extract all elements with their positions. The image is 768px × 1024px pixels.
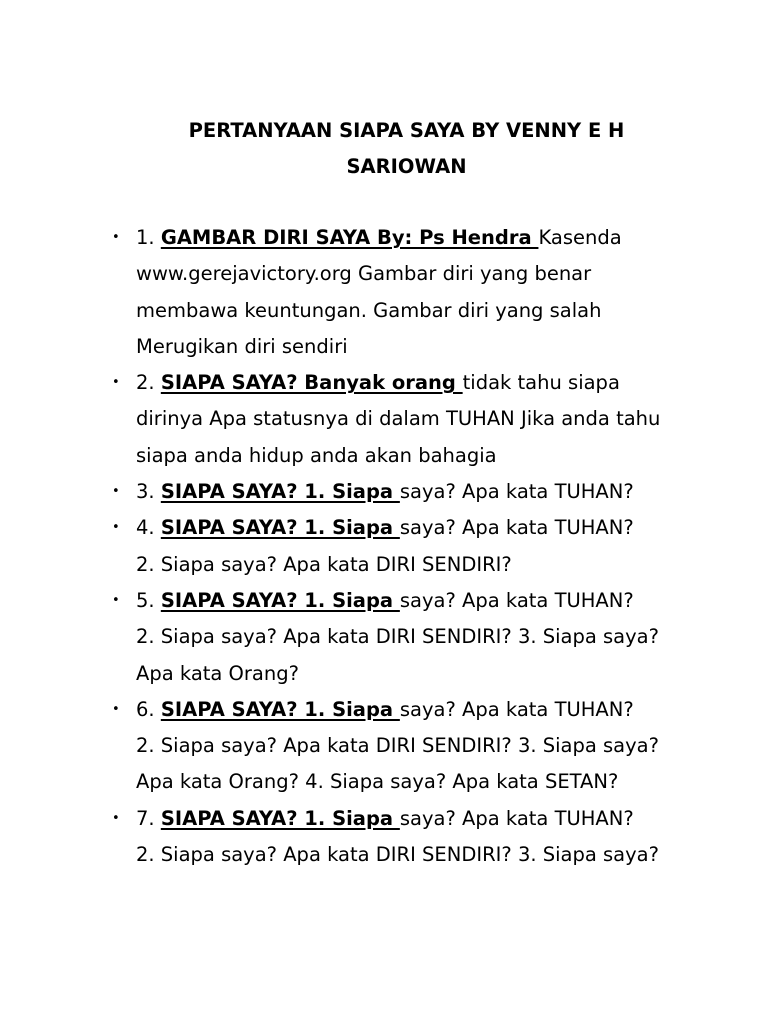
- item-emphasis: GAMBAR DIRI SAYA By: Ps Hendra: [160, 226, 539, 249]
- list-item-first-line: [136, 365, 696, 401]
- bullet-icon: •: [112, 810, 120, 826]
- bullet-icon: •: [112, 520, 120, 536]
- list-item: [0, 801, 696, 874]
- list-item-first-line: [136, 510, 696, 546]
- page-title-line-2: SARIOWAN: [346, 155, 467, 178]
- bullet-icon: •: [112, 375, 120, 391]
- item-number: 2.: [136, 371, 161, 395]
- list-item: [0, 583, 696, 692]
- item-number: 1.: [136, 226, 161, 249]
- bullet-icon: •: [112, 230, 120, 245]
- item-emphasis: SIAPA SAYA? 1. Siapa: [160, 806, 400, 830]
- list-item: [0, 510, 696, 583]
- list-item-line: dirinya Apa statusnya di dalam TUHAN Jika anda tahu: [136, 407, 661, 431]
- bullet-icon: •: [112, 592, 120, 608]
- item-number: 7.: [136, 806, 161, 830]
- item-text: saya? Apa kata TUHAN?: [399, 480, 634, 504]
- item-number: 5.: [136, 588, 161, 612]
- list-item-line: 2. Siapa saya? Apa kata DIRI SENDIRI?: [136, 552, 512, 576]
- list-item: [0, 220, 696, 365]
- list-item-line: www.gerejavictory.org Gambar diri yang benar: [136, 262, 592, 286]
- list-item-line: Apa kata Orang? 4. Siapa saya? Apa kata SETAN?: [136, 770, 619, 794]
- item-emphasis: SIAPA SAYA? Banyak orang: [160, 371, 463, 395]
- list-item-line: Apa kata Orang?: [136, 661, 299, 685]
- list-item-first-line: [136, 220, 696, 256]
- item-emphasis: SIAPA SAYA? 1. Siapa: [160, 516, 400, 540]
- item-text: saya? Apa kata TUHAN?: [399, 697, 634, 721]
- list-item-first-line: [136, 474, 696, 510]
- item-text: Kasenda: [538, 226, 622, 249]
- list-item: [0, 692, 696, 801]
- item-text: saya? Apa kata TUHAN?: [399, 588, 634, 612]
- list-item: [0, 474, 696, 510]
- list-item: [0, 365, 696, 474]
- list-item-first-line: [136, 801, 696, 837]
- list-item-line: 2. Siapa saya? Apa kata DIRI SENDIRI? 3. Siapa saya?: [136, 843, 659, 867]
- item-text: saya? Apa kata TUHAN?: [399, 516, 634, 540]
- item-number: 3.: [136, 480, 161, 504]
- list-item-line: 2. Siapa saya? Apa kata DIRI SENDIRI? 3. Siapa saya?: [136, 734, 659, 758]
- list-item-line: 2. Siapa saya? Apa kata DIRI SENDIRI? 3. Siapa saya?: [136, 625, 659, 649]
- item-number: 4.: [136, 516, 161, 540]
- bullet-icon: •: [112, 484, 120, 500]
- item-emphasis: SIAPA SAYA? 1. Siapa: [160, 697, 400, 721]
- item-text: saya? Apa kata TUHAN?: [399, 806, 634, 830]
- item-number: 6.: [136, 697, 161, 721]
- bullet-icon: •: [112, 701, 120, 717]
- page-title-line-1: PERTANYAAN SIAPA SAYA BY VENNY E H: [188, 119, 625, 142]
- item-emphasis: SIAPA SAYA? 1. Siapa: [160, 480, 400, 504]
- list-item-line: membawa keuntungan. Gambar diri yang salah: [136, 298, 602, 322]
- list-item-line: Merugikan diri sendiri: [136, 334, 348, 358]
- page-title: [150, 113, 663, 185]
- item-text: tidak tahu siapa: [462, 371, 620, 395]
- list-item-first-line: [136, 692, 696, 728]
- list-item-first-line: [136, 583, 696, 619]
- item-emphasis: SIAPA SAYA? 1. Siapa: [160, 588, 400, 612]
- list-item-line: siapa anda hidup anda akan bahagia: [136, 443, 497, 467]
- bullet-list: [0, 220, 696, 873]
